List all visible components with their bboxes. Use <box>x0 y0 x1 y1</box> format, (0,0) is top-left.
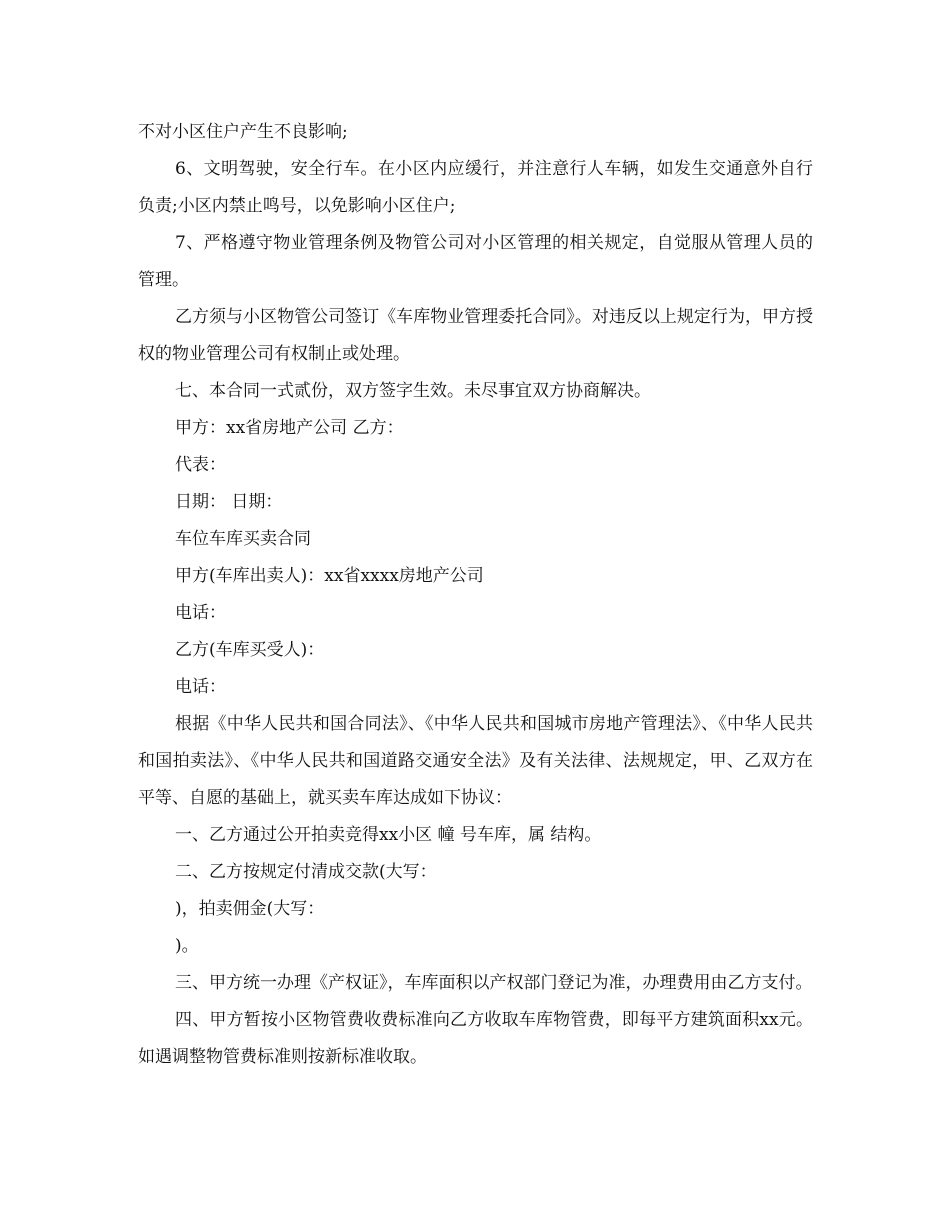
paragraph-05: 七、本合同一式贰份，双方签字生效。未尽事宜双方协商解决。 <box>175 381 651 401</box>
contract-title: 车位车库买卖合同 <box>175 529 311 549</box>
signature-dates: 日期： 日期： <box>175 492 283 512</box>
paragraph-03: 7、严格遵守物业管理条例及物管公司对小区管理的相关规定，自觉服从管理人员的管理。 <box>138 233 813 290</box>
clause-2: 二、乙方按规定付清成交款(大写： <box>175 862 437 882</box>
signature-parties: 甲方：xx省房地产公司 乙方： <box>175 418 404 438</box>
party-a-phone: 电话： <box>175 603 226 623</box>
clause-3: 三、甲方统一办理《产权证》，车库面积以产权部门登记为准，办理费用由乙方支付。 <box>175 973 813 993</box>
clause-1: 一、乙方通过公开拍卖竞得xx小区 幢 号车库，属 结构。 <box>175 825 602 845</box>
signature-representative: 代表： <box>175 455 226 475</box>
paragraph-04: 乙方须与小区物管公司签订《车库物业管理委托合同》。对违反以上规定行为，甲方授权的物业管理公司有权制止或处理。 <box>138 307 813 364</box>
legal-basis-paragraph: 根据《中华人民共和国合同法》、《中华人民共和国城市房地产管理法》、《中华人民共和国拍卖法》、《中华人民共和国道路交通安全法》及有关法律、法规规定，甲、乙双方在平等、自愿的基础上，就买卖车库达成如下协议： <box>138 714 813 808</box>
party-b-buyer: 乙方(车库买受人)： <box>175 640 325 660</box>
clause-4: 四、甲方暂按小区物管费收费标准向乙方收取车库物管费，即每平方建筑面积xx元。如遇调整物管费标准则按新标准收取。 <box>138 1010 813 1067</box>
clause-2-commission: )，拍卖佣金(大写： <box>175 899 325 919</box>
paragraph-02: 6、文明驾驶，安全行车。在小区内应缓行，并注意行人车辆，如发生交通意外自行负责;小区内禁止鸣号，以免影响小区住户; <box>138 159 813 216</box>
party-b-phone: 电话： <box>175 677 226 697</box>
paragraph-01: 不对小区住户产生不良影响; <box>138 122 348 142</box>
clause-2-end: )。 <box>175 936 199 956</box>
document-body <box>138 114 813 1076</box>
party-a-seller: 甲方(车库出卖人)：xx省xxxx房地产公司 <box>175 566 484 586</box>
